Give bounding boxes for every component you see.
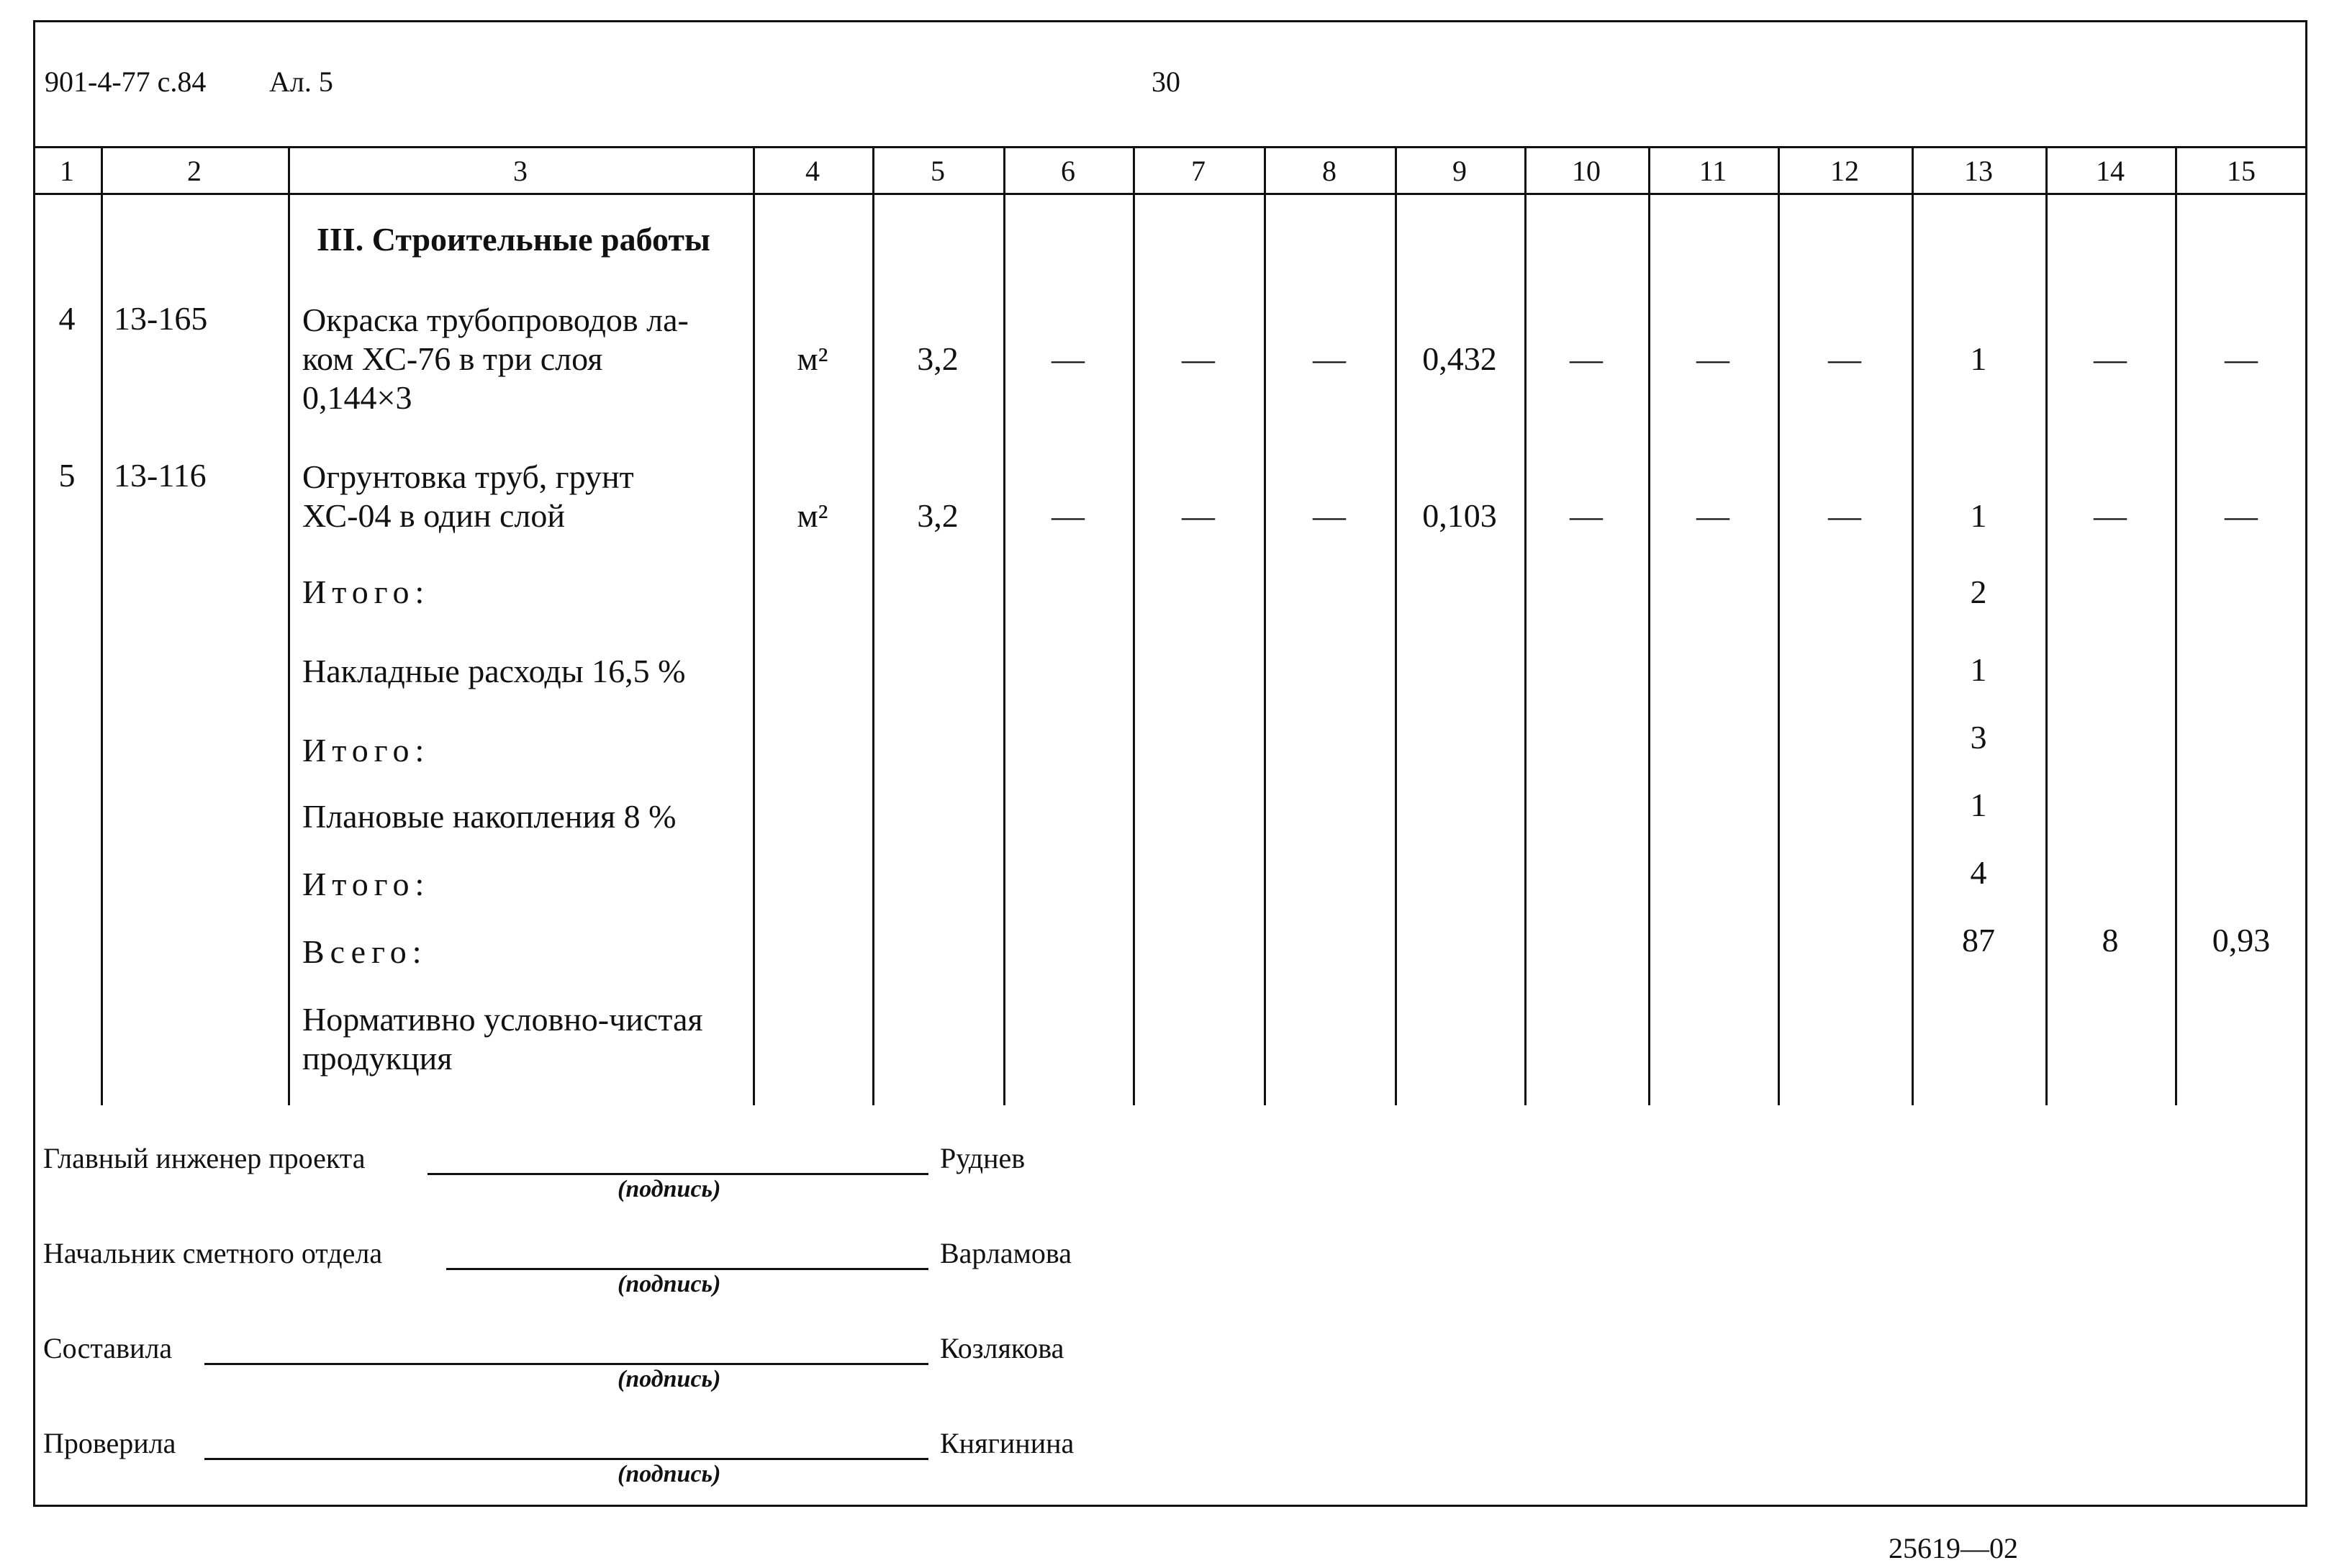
column-number: 7 (1191, 155, 1206, 187)
total-value: 3 (1970, 719, 1987, 756)
grid-line (753, 146, 755, 1105)
page-number: 30 (1152, 65, 1180, 98)
signature-line (428, 1173, 928, 1175)
column-number: 12 (1830, 155, 1859, 187)
row-cell: 0,103 (1422, 497, 1497, 534)
overhead-value: 1 (1970, 651, 1987, 688)
row-cell: — (1828, 497, 1861, 534)
row-description-line: Окраска трубопроводов ла- (302, 302, 689, 338)
total-value: 4 (1970, 854, 1987, 891)
column-number: 5 (931, 155, 945, 187)
row-cell: — (1570, 497, 1603, 534)
row-cell: — (1052, 340, 1085, 377)
grid-line (1133, 146, 1135, 1105)
row-cell: — (1313, 340, 1346, 377)
grand-total-label: Всего: (302, 933, 428, 970)
normative-product-label: продукция (302, 1040, 453, 1077)
row-cell: 0,432 (1422, 340, 1497, 377)
row-unit: м² (797, 340, 828, 377)
signature-line (204, 1458, 928, 1460)
sheet-label: Ал. 5 (269, 65, 333, 98)
column-number: 3 (513, 155, 528, 187)
grid-line (1778, 146, 1780, 1105)
row-description-line: Огрунтовка труб, грунт (302, 458, 634, 495)
grid-line (1395, 146, 1397, 1105)
row-cell: — (1828, 340, 1861, 377)
row-cell: — (2225, 497, 2258, 534)
grid-line (101, 146, 103, 1105)
document-number: 25619—02 (1889, 1532, 2018, 1564)
row-code: 13-165 (114, 300, 208, 337)
total-value: 2 (1970, 574, 1987, 610)
row-quantity: 3,2 (917, 340, 959, 377)
column-number: 4 (805, 155, 820, 187)
column-header-divider (33, 193, 2307, 195)
overhead-label: Накладные расходы 16,5 % (302, 653, 686, 689)
grid-line (1912, 146, 1914, 1105)
row-cell: — (1696, 340, 1729, 377)
row-cell: — (1570, 340, 1603, 377)
column-number: 8 (1322, 155, 1337, 187)
row-description-line: 0,144×3 (302, 379, 412, 416)
grand-total-col14: 8 (2102, 922, 2119, 959)
row-cell: 1 (1970, 340, 1987, 377)
row-quantity: 3,2 (917, 497, 959, 534)
row-description-line: ком ХС-76 в три слоя (302, 340, 603, 377)
signature-line (446, 1268, 928, 1270)
grid-line (288, 146, 290, 1105)
signature-role: Начальник сметного отдела (43, 1237, 383, 1269)
signature-role: Главный инженер проекта (43, 1142, 366, 1174)
document-code: 901-4-77 с.84 (45, 65, 207, 98)
signatory-name: Руднев (940, 1142, 1026, 1174)
signature-caption: (подпись) (618, 1271, 721, 1297)
row-cell: — (1052, 497, 1085, 534)
grand-total-col13: 87 (1962, 922, 1995, 959)
grid-line (2175, 146, 2177, 1105)
section-title: III. Строительные работы (317, 221, 710, 258)
signature-role: Составила (43, 1332, 173, 1364)
column-number: 2 (187, 155, 202, 187)
total-label: Итого: (302, 732, 430, 769)
column-number: 10 (1572, 155, 1601, 187)
signature-role: Проверила (43, 1427, 176, 1459)
row-cell: — (1696, 497, 1729, 534)
row-description-line: ХС-04 в один слой (302, 497, 565, 534)
total-label: Итого: (302, 866, 430, 902)
column-number: 14 (2096, 155, 2125, 187)
signature-caption: (подпись) (618, 1461, 721, 1487)
row-cell: — (1313, 497, 1346, 534)
grid-line (1524, 146, 1527, 1105)
header-divider (33, 146, 2307, 148)
column-number: 6 (1061, 155, 1075, 187)
row-cell: 1 (1970, 497, 1987, 534)
column-number: 1 (60, 155, 74, 187)
column-number: 9 (1452, 155, 1467, 187)
row-cell: — (2094, 340, 2127, 377)
signatory-name: Княгинина (940, 1427, 1075, 1459)
total-label: Итого: (302, 574, 430, 610)
grand-total-col15: 0,93 (2212, 922, 2271, 959)
normative-product-label: Нормативно условно-чистая (302, 1001, 703, 1038)
column-number: 13 (1964, 155, 1993, 187)
row-cell: — (1182, 497, 1215, 534)
grid-line (2045, 146, 2048, 1105)
planned-savings-value: 1 (1970, 787, 1987, 823)
signature-line (204, 1363, 928, 1365)
row-code: 13-116 (114, 457, 207, 494)
row-number: 5 (58, 457, 76, 494)
signature-caption: (подпись) (618, 1366, 721, 1392)
grid-line (872, 146, 874, 1105)
row-cell: — (2225, 340, 2258, 377)
row-number: 4 (58, 300, 76, 337)
column-number: 15 (2227, 155, 2256, 187)
signatory-name: Варламова (940, 1237, 1072, 1269)
grid-line (1264, 146, 1266, 1105)
column-number: 11 (1699, 155, 1727, 187)
row-unit: м² (797, 497, 828, 534)
signature-caption: (подпись) (618, 1176, 721, 1202)
row-cell: — (2094, 497, 2127, 534)
grid-line (1648, 146, 1650, 1105)
row-cell: — (1182, 340, 1215, 377)
planned-savings-label: Плановые накопления 8 % (302, 798, 677, 835)
grid-line (1003, 146, 1005, 1105)
signatory-name: Козлякова (940, 1332, 1064, 1364)
